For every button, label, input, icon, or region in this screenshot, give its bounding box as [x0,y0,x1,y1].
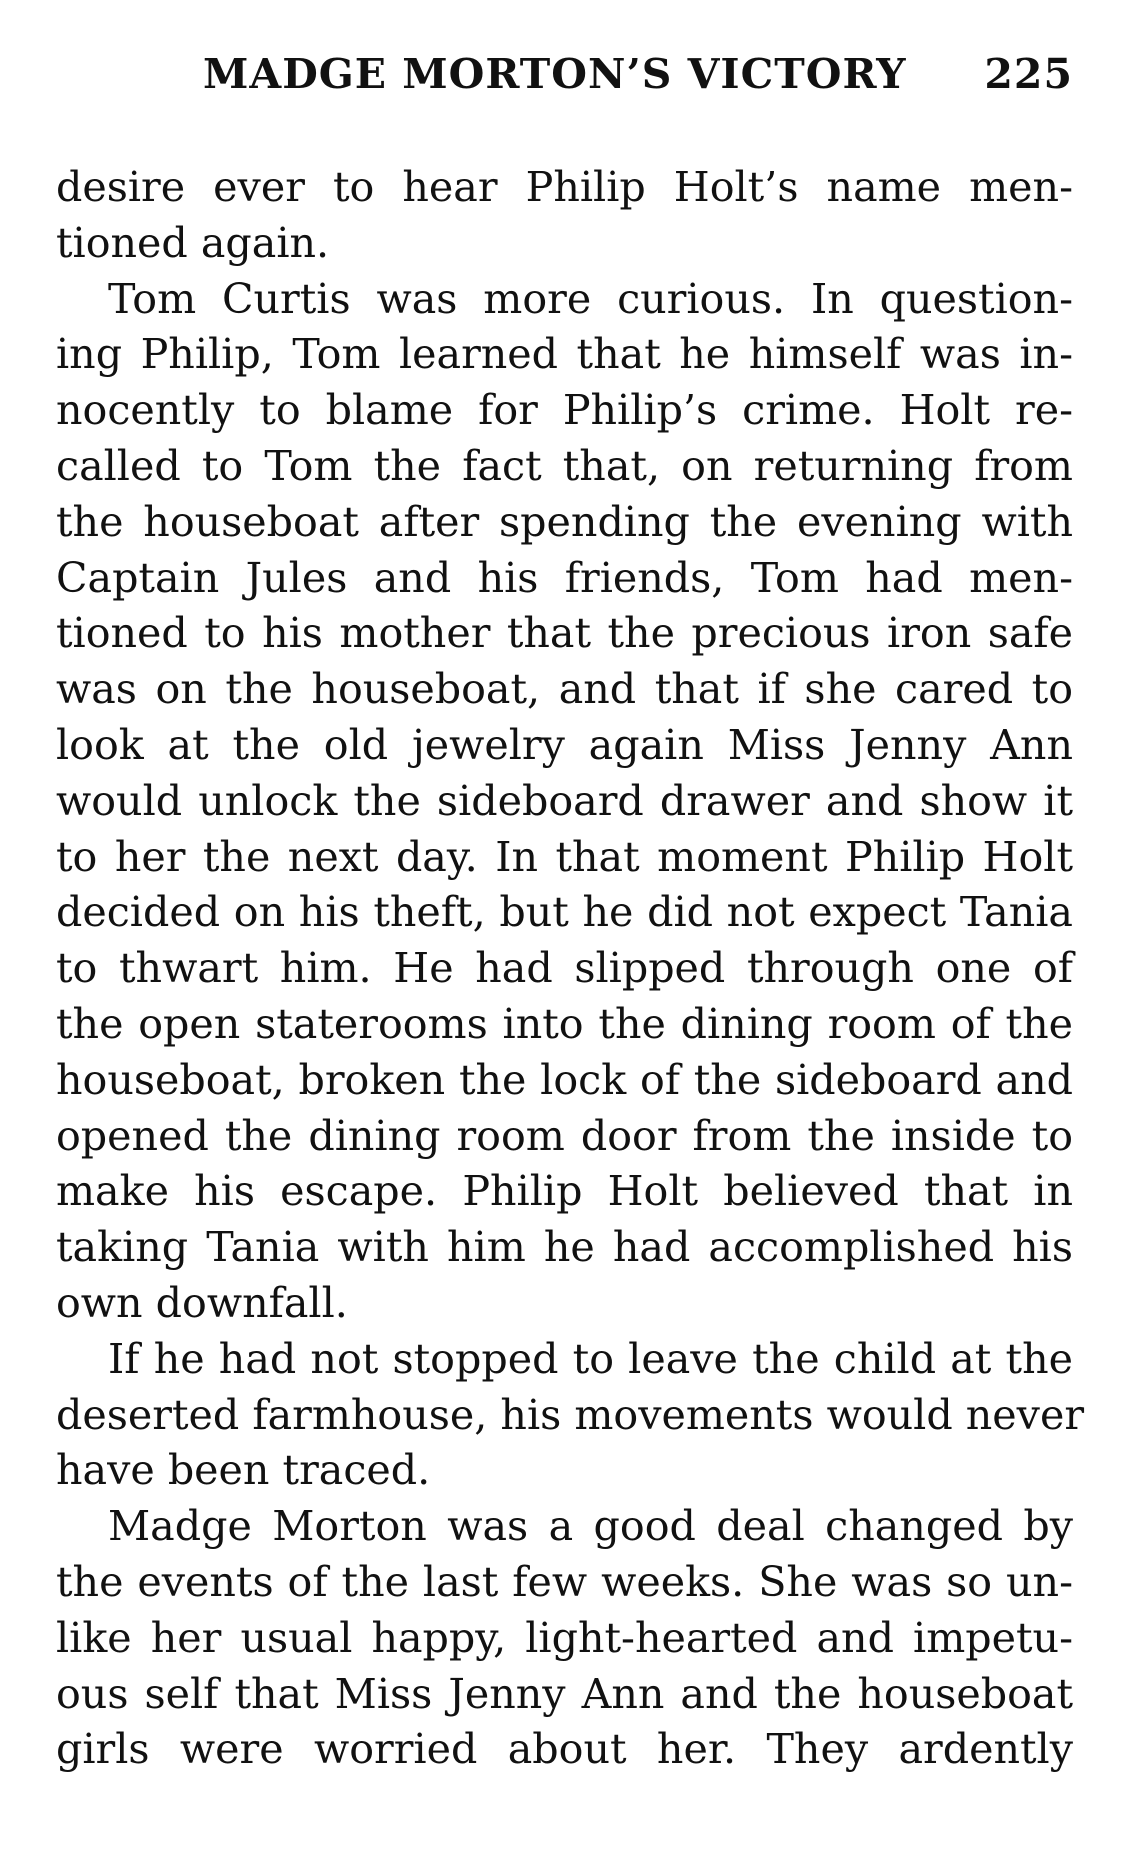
text-line: decided on his theft, but he did not expect Tania [56,888,1073,937]
text-line: taking Tania with him he had accomplished his [56,1223,1073,1272]
body-text [56,160,1085,1778]
text-line: own downfall. [56,1278,348,1327]
text-line: have been traced. [56,1446,431,1495]
text-line: tioned to his mother that the precious iron safe [56,609,1073,658]
text-line: tioned again. [56,218,330,267]
text-line: nocently to blame for Philip’s crime. Holt re- [56,386,1073,435]
text-line: the events of the last few weeks. She was so un- [56,1557,1073,1606]
text-line: look at the old jewelry again Miss Jenny Ann [56,720,1073,769]
text-line: girls were worried about her. They ardently [56,1725,1073,1774]
running-head [203,44,1073,104]
text-line: houseboat, broken the lock of the sideboard and [56,1055,1073,1104]
text-line: Captain Jules and his friends, Tom had men- [56,553,1073,602]
text-line: make his escape. Philip Holt believed that in [56,1167,1073,1216]
text-line: ous self that Miss Jenny Ann and the houseboat [56,1669,1073,1718]
text-line: the open staterooms into the dining room of the [56,999,1073,1048]
text-line: ing Philip, Tom learned that he himself was in- [56,330,1073,379]
text-line: Madge Morton was a good deal changed by [108,1502,1073,1551]
text-line: If he had not stopped to leave the child at the [108,1334,1073,1383]
text-line: was on the houseboat, and that if she cared to [56,665,1073,714]
text-line: deserted farmhouse, his movements would never [56,1390,1085,1439]
text-line: to thwart him. He had slipped through one of [56,944,1073,993]
text-line: to her the next day. In that moment Philip Holt [56,832,1073,881]
text-line: would unlock the sideboard drawer and show it [56,776,1073,825]
text-line: called to Tom the fact that, on returning from [56,441,1073,490]
text-line: the houseboat after spending the evening with [56,497,1073,546]
text-line: Tom Curtis was more curious. In question- [108,274,1073,323]
text-line: opened the dining room door from the inside to [56,1111,1073,1160]
running-title: MADGE MORTON’S VICTORY [203,50,907,98]
page-number: 225 [984,50,1073,98]
text-line: desire ever to hear Philip Holt’s name men- [56,163,1073,211]
text-line: like her usual happy, light-hearted and impetu- [56,1613,1073,1662]
